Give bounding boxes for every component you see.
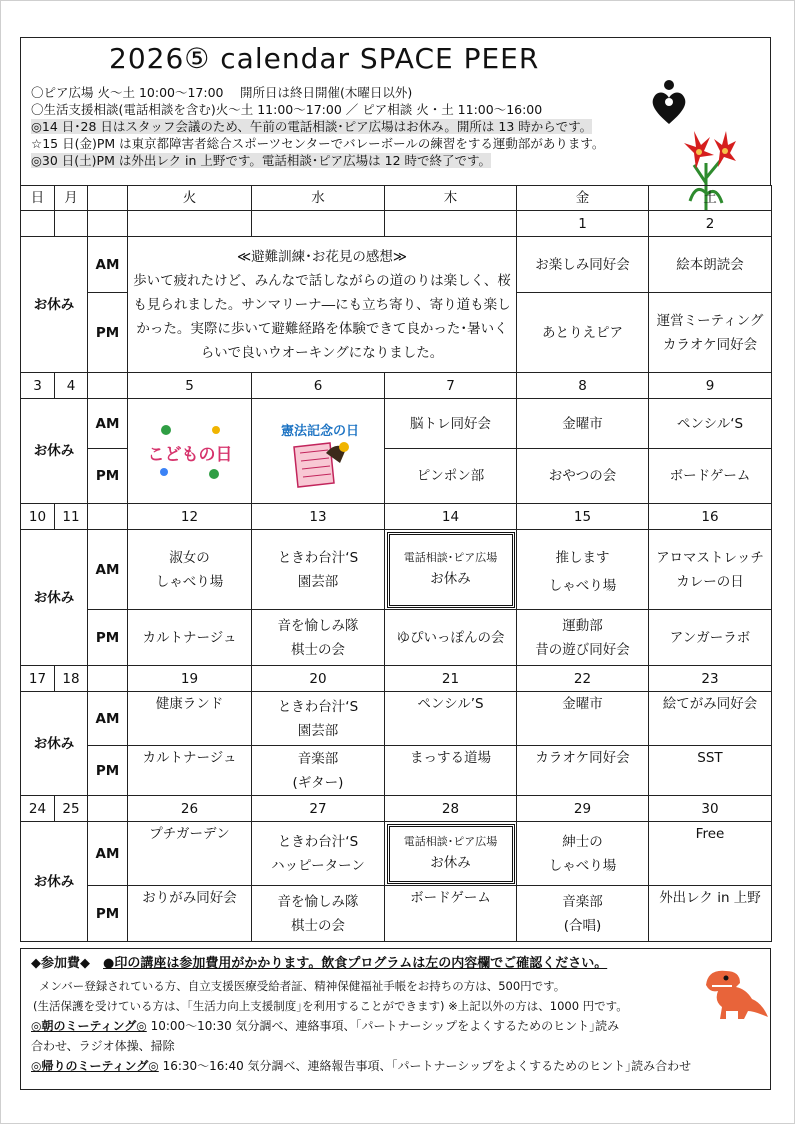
- date-cell: 8: [517, 373, 649, 399]
- date-mon: 4: [55, 373, 88, 399]
- date-sun: 24: [21, 796, 55, 822]
- weekday-blank: [88, 186, 128, 211]
- date-mon: 18: [55, 666, 88, 692]
- pm-label: PM: [88, 746, 128, 796]
- date-row: [21, 796, 772, 822]
- date-cell: 13: [252, 504, 385, 530]
- date-cell: 12: [128, 504, 252, 530]
- date-cell: 26: [128, 796, 252, 822]
- pm-label: PM: [88, 293, 128, 373]
- date-mon: 11: [55, 504, 88, 530]
- am-label: AM: [88, 822, 128, 886]
- pm-row: [21, 610, 772, 666]
- fee-detail: メンバー登録されている方、自立支援医療受給者証、精神保健福祉手帳をお持ちの方は、500円です。: [39, 979, 566, 993]
- staff-meeting-cell: 電話相談･ピア広場 お休み: [385, 822, 517, 886]
- event-cell: ボードゲーム: [385, 886, 517, 942]
- am-label: AM: [88, 237, 128, 293]
- weekday-fri: 金: [517, 186, 649, 211]
- event-cell: 音楽部 (ギター): [252, 746, 385, 796]
- event-cell: ボードゲーム: [649, 449, 772, 504]
- am-row: [21, 530, 772, 610]
- event-cell: 運動部 昔の遊び同好会: [517, 610, 649, 666]
- closed-cell: お休み: [21, 530, 88, 666]
- memo-line: ≪避難訓練･お花見の感想≫: [236, 248, 407, 265]
- event-cell: 音を愉しみ隊 棋士の会: [252, 886, 385, 942]
- event-cell: カラオケ同好会: [517, 746, 649, 796]
- event-cell: 運営ミーティング カラオケ同好会: [649, 293, 772, 373]
- event-cell: ペンシル‘S: [649, 399, 772, 449]
- weekday-header-row: [21, 186, 772, 211]
- event-cell: ときわ台汁‘S ハッピーターン: [252, 822, 385, 886]
- event-cell: 音を愉しみ隊 棋士の会: [252, 610, 385, 666]
- am-row: [21, 692, 772, 746]
- am-row: [21, 822, 772, 886]
- date-sun: 17: [21, 666, 55, 692]
- constitution-day-cell: [252, 399, 385, 504]
- event-cell: SST: [649, 746, 772, 796]
- am-label: AM: [88, 399, 128, 449]
- pm-label: PM: [88, 449, 128, 504]
- closed-cell: お休み: [21, 399, 88, 504]
- memo-cell: [128, 237, 517, 373]
- date-row: [21, 666, 772, 692]
- event-cell: プチガーデン: [128, 822, 252, 886]
- morning-meeting: ◎朝のミーティング◎ 10:00～10:30 気分調べ、連絡事項、｢パートナーシップをよくするためのヒント｣読み: [31, 1019, 620, 1033]
- event-cell: ときわ台汁‘S 園芸部: [252, 530, 385, 610]
- childrens-day-label: こどもの日: [147, 445, 232, 465]
- date-cell: 19: [128, 666, 252, 692]
- note-line: ☆15 日(金)PM は東京都障害者総合スポーツセンターでバレーボールの練習をする運動部があります。: [31, 136, 605, 151]
- date-cell: 27: [252, 796, 385, 822]
- pm-label: PM: [88, 610, 128, 666]
- date-cell: 1: [517, 211, 649, 237]
- header: [20, 37, 771, 185]
- pm-row: [21, 746, 772, 796]
- pm-label: PM: [88, 886, 128, 942]
- am-row: [21, 237, 772, 293]
- date-cell: 22: [517, 666, 649, 692]
- date-cell: 5: [128, 373, 252, 399]
- date-cell: 6: [252, 373, 385, 399]
- event-cell: 絵てがみ同好会: [649, 692, 772, 746]
- event-cell: 絵本朗読会: [649, 237, 772, 293]
- note-line: ◎30 日(土)PM は外出レク in 上野です。電話相談･ピア広場は 12 時で終了です。: [31, 153, 492, 168]
- date-cell: 14: [385, 504, 517, 530]
- date-cell: 16: [649, 504, 772, 530]
- closed-cell: お休み: [21, 237, 88, 373]
- event-cell: アンガーラボ: [649, 610, 772, 666]
- constitution-day-illustration-icon: [274, 413, 362, 489]
- page-title: 2026⑤ calendar SPACE PEER: [109, 42, 540, 75]
- note-line: 〇生活支援相談(電話相談を含む)火～土 11:00～17:00 ／ ピア相談 火・土 11:00～16:00: [31, 102, 543, 117]
- weekday-sat: 土: [649, 186, 772, 211]
- event-cell: ゆぴいっぽんの会: [385, 610, 517, 666]
- weekday-sun: 日: [21, 186, 55, 211]
- event-cell: アロマストレッチ カレーの日: [649, 530, 772, 610]
- date-cell: 21: [385, 666, 517, 692]
- note-line: ◎14 日･28 日はスタッフ会議のため、午前の電話相談･ピア広場はお休み。開所は 13 時からです。: [31, 119, 593, 134]
- fee-line: ◆参加費◆ ●印の講座は参加費用がかかります。飲食プログラムは左の内容欄でご確認ください。: [31, 956, 608, 971]
- event-cell: カルトナージュ: [128, 746, 252, 796]
- am-label: AM: [88, 692, 128, 746]
- event-cell: カルトナージュ: [128, 610, 252, 666]
- event-cell: ピンポン部: [385, 449, 517, 504]
- event-cell: 脳トレ同好会: [385, 399, 517, 449]
- date-sun: 3: [21, 373, 55, 399]
- heart-logo-icon: [650, 78, 688, 126]
- closed-cell: お休み: [21, 822, 88, 942]
- event-cell: 推します しゃべり場: [517, 530, 649, 610]
- morning-meeting-cont: 合わせ、ラジオ体操、掃除: [31, 1039, 175, 1053]
- event-cell: Free: [649, 822, 772, 886]
- date-cell: 15: [517, 504, 649, 530]
- event-cell: ペンシル’S: [385, 692, 517, 746]
- memo-line: かった。実際に歩いて避難経路を体験できて良かった･暑いく: [136, 320, 508, 337]
- dinosaur-icon: [696, 959, 770, 1021]
- event-cell: おりがみ同好会: [128, 886, 252, 942]
- date-row: [21, 211, 772, 237]
- memo-line: 歩いて疲れたけど、みんなで話しながらの道のりは楽しく、桜: [133, 272, 511, 289]
- am-label: AM: [88, 530, 128, 610]
- staff-meeting-cell: 電話相談･ピア広場 お休み: [385, 530, 517, 610]
- date-sun: 10: [21, 504, 55, 530]
- date-cell: 30: [649, 796, 772, 822]
- event-cell: 金曜市: [517, 692, 649, 746]
- am-row: [21, 399, 772, 449]
- event-cell: 金曜市: [517, 399, 649, 449]
- date-row: [21, 373, 772, 399]
- event-cell: 外出レク in 上野: [649, 886, 772, 942]
- event-cell: ときわ台汁‘S 園芸部: [252, 692, 385, 746]
- date-cell: 23: [649, 666, 772, 692]
- footer: [20, 948, 771, 1090]
- date-cell: 9: [649, 373, 772, 399]
- event-cell: 淑女の しゃべり場: [128, 530, 252, 610]
- note-line: 〇ピア広場 火～土 10:00～17:00 開所日は終日開催(木曜日以外): [31, 85, 413, 100]
- event-cell: 健康ランド: [128, 692, 252, 746]
- calendar-table: [20, 185, 772, 942]
- date-cell: 29: [517, 796, 649, 822]
- memo-line: らいで良いウオーキングになりました。: [200, 344, 444, 361]
- childrens-day-cell: [128, 399, 252, 504]
- date-cell: 20: [252, 666, 385, 692]
- date-cell: 7: [385, 373, 517, 399]
- event-cell: まっする道場: [385, 746, 517, 796]
- date-mon: 25: [55, 796, 88, 822]
- event-cell: おやつの会: [517, 449, 649, 504]
- weekday-thu: 木: [385, 186, 517, 211]
- event-cell: 音楽部 (合唱): [517, 886, 649, 942]
- date-cell: 2: [649, 211, 772, 237]
- weekday-wed: 水: [252, 186, 385, 211]
- fee-detail: (生活保護を受けている方は、｢生活力向上支援制度｣を利用することができます) ※上記以外の方は、1000 円です。: [33, 999, 628, 1013]
- constitution-day-label: 憲法記念の日: [280, 424, 360, 439]
- date-cell: 28: [385, 796, 517, 822]
- event-cell: あとりえピア: [517, 293, 649, 373]
- event-cell: お楽しみ同好会: [517, 237, 649, 293]
- weekday-tue: 火: [128, 186, 252, 211]
- pm-row: [21, 886, 772, 942]
- evening-meeting: ◎帰りのミーティング◎ 16:30～16:40 気分調べ、連絡報告事項、｢パートナーシップをよくするためのヒント｣読み合わせ: [31, 1059, 692, 1073]
- weekday-mon: 月: [55, 186, 88, 211]
- memo-line: も見られました。サンマリーナ―にも立ち寄り、寄り道も楽し: [133, 296, 511, 313]
- date-row: [21, 504, 772, 530]
- childrens-day-illustration-icon: [147, 416, 232, 486]
- closed-cell: お休み: [21, 692, 88, 796]
- event-cell: 紳士の しゃべり場: [517, 822, 649, 886]
